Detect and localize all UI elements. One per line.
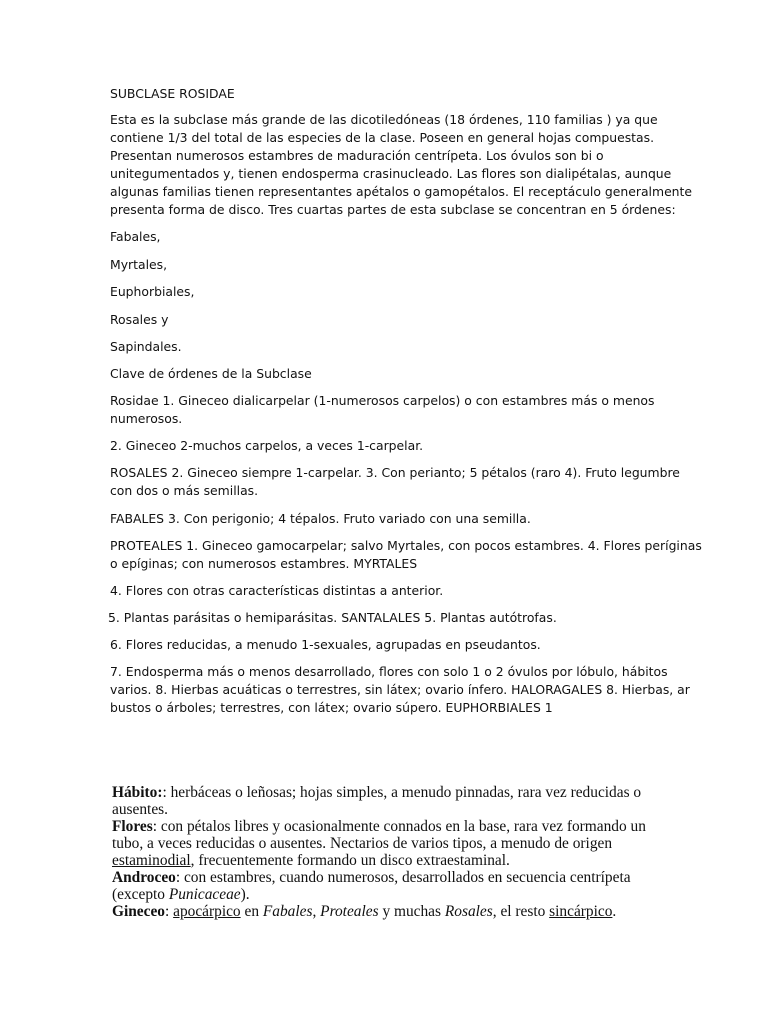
- order-item-fabales: Fabales,: [110, 229, 161, 244]
- gineceo-text: en: [240, 903, 263, 920]
- key-entry-9: [110, 663, 690, 717]
- key-entry-2: [110, 437, 670, 455]
- apocarpico-term: apocárpico: [173, 903, 241, 920]
- key-entry-5: [110, 537, 702, 573]
- androceo-text: ).: [240, 886, 250, 903]
- key-line: PROTEALES 1. Gineceo gamocarpelar; salvo Myrtales, con pocos estambres. 4. Flores períginas: [110, 538, 702, 553]
- key-line: numerosos.: [110, 411, 183, 426]
- intro-line: unitegumentados y, tienen endosperma crasinucleado. Las flores son dialipétalas, aunque: [110, 166, 672, 181]
- gineceo-text: y muchas: [378, 903, 445, 920]
- key-line: 2. Gineceo 2-muchos carpelos, a veces 1-carpelar.: [110, 438, 424, 453]
- intro-line: presenta forma de disco. Tres cuartas partes de esta subclase se concentran en 5 órdenes:: [110, 202, 676, 217]
- habito-line: [112, 784, 672, 801]
- flores-line: tubo, a veces reducidas o ausentes. Nectarios de varios tipos, a menudo de origen: [112, 835, 613, 852]
- key-entry-3: [110, 464, 680, 500]
- key-line: o epíginas; con numerosos estambres. MYRTALES: [110, 556, 418, 571]
- flores-line: [112, 852, 672, 869]
- intro-line: contiene 1/3 del total de las especies de la clase. Poseen en general hojas compuestas.: [110, 130, 655, 145]
- androceo-line: [112, 869, 672, 886]
- gineceo-text: :: [165, 903, 174, 920]
- flores-text: , frecuentemente formando un disco extraestaminal.: [190, 852, 510, 869]
- key-entry-4: [110, 510, 670, 528]
- habito-text: : herbáceas o leñosas; hojas simples, a menudo pinnadas, rara vez reducidas o: [162, 784, 642, 801]
- androceo-label: Androceo: [112, 869, 176, 886]
- key-line: 6. Flores reducidas, a menudo 1-sexuales, agrupadas en pseudantos.: [110, 637, 541, 652]
- intro-paragraph: [110, 111, 693, 219]
- gineceo-label: Gineceo: [112, 903, 165, 920]
- key-line: Rosidae 1. Gineceo dialicarpelar (1-numerosos carpelos) o con estambres más o menos: [110, 393, 655, 408]
- flores-line: [112, 818, 672, 835]
- androceo-text: (excepto: [112, 886, 169, 903]
- gineceo-line: [112, 903, 672, 920]
- document-title: SUBCLASE ROSIDAE: [110, 86, 235, 101]
- key-entry-7: [108, 609, 668, 627]
- key-line: 4. Flores con otras características distintas a anterior.: [110, 583, 444, 598]
- androceo-line: [112, 886, 672, 903]
- key-line: FABALES 3. Con perigonio; 4 tépalos. Fruto variado con una semilla.: [110, 511, 531, 526]
- key-title: Clave de órdenes de la Subclase: [110, 366, 312, 381]
- gineceo-text: .: [612, 903, 617, 920]
- key-line: ROSALES 2. Gineceo siempre 1-carpelar. 3. Con perianto; 5 pétalos (raro 4). Fruto legumbre: [110, 465, 680, 480]
- key-entry-6: [110, 582, 670, 600]
- key-line: varios. 8. Hierbas acuáticas o terrestres, sin látex; ovario ínfero. HALORAGALES 8. Hierbas, ar: [110, 682, 690, 697]
- intro-line: Esta es la subclase más grande de las dicotiledóneas (18 órdenes, 110 familias ) ya que: [110, 112, 658, 127]
- proteales-term: Proteales: [320, 903, 379, 920]
- key-line: bustos o árboles; terrestres, con látex; ovario súpero. EUPHORBIALES 1: [110, 700, 553, 715]
- intro-line: algunas familias tienen representantes apétalos o gamopétalos. El receptáculo generalmente: [110, 184, 693, 199]
- sincarpico-term: sincárpico: [549, 903, 613, 920]
- key-entry-1: [110, 392, 670, 428]
- order-item-euphorbiales: Euphorbiales,: [110, 284, 195, 299]
- habito-label: Hábito:: [112, 784, 163, 801]
- key-line: con dos o más semillas.: [110, 483, 259, 498]
- habito-line: ausentes.: [112, 801, 168, 818]
- order-item-myrtales: Myrtales,: [110, 257, 168, 272]
- androceo-text: : con estambres, cuando numerosos, desarrollados en secuencia centrípeta: [175, 869, 631, 886]
- intro-line: Presentan numerosos estambres de maduración centrípeta. Los óvulos son bi o: [110, 148, 604, 163]
- key-entry-8: [110, 636, 670, 654]
- punicaceae-term: Punicaceae: [168, 886, 241, 903]
- traits-block: [112, 784, 672, 920]
- order-item-rosales: Rosales y: [110, 312, 169, 327]
- flores-text: : con pétalos libres y ocasionalmente connados en la base, rara vez formando un: [152, 818, 646, 835]
- flores-label: Flores: [112, 818, 153, 835]
- rosales-term: Rosales: [444, 903, 493, 920]
- key-line: 5. Plantas parásitas o hemiparásitas. SANTALALES 5. Plantas autótrofas.: [108, 610, 557, 625]
- fabales-term: Fabales: [262, 903, 313, 920]
- order-item-sapindales: Sapindales.: [110, 339, 182, 354]
- estaminodial-term: estaminodial: [112, 852, 191, 869]
- gineceo-text: ,: [312, 903, 321, 920]
- gineceo-text: , el resto: [492, 903, 550, 920]
- key-line: 7. Endosperma más o menos desarrollado, flores con solo 1 o 2 óvulos por lóbulo, hábitos: [110, 664, 668, 679]
